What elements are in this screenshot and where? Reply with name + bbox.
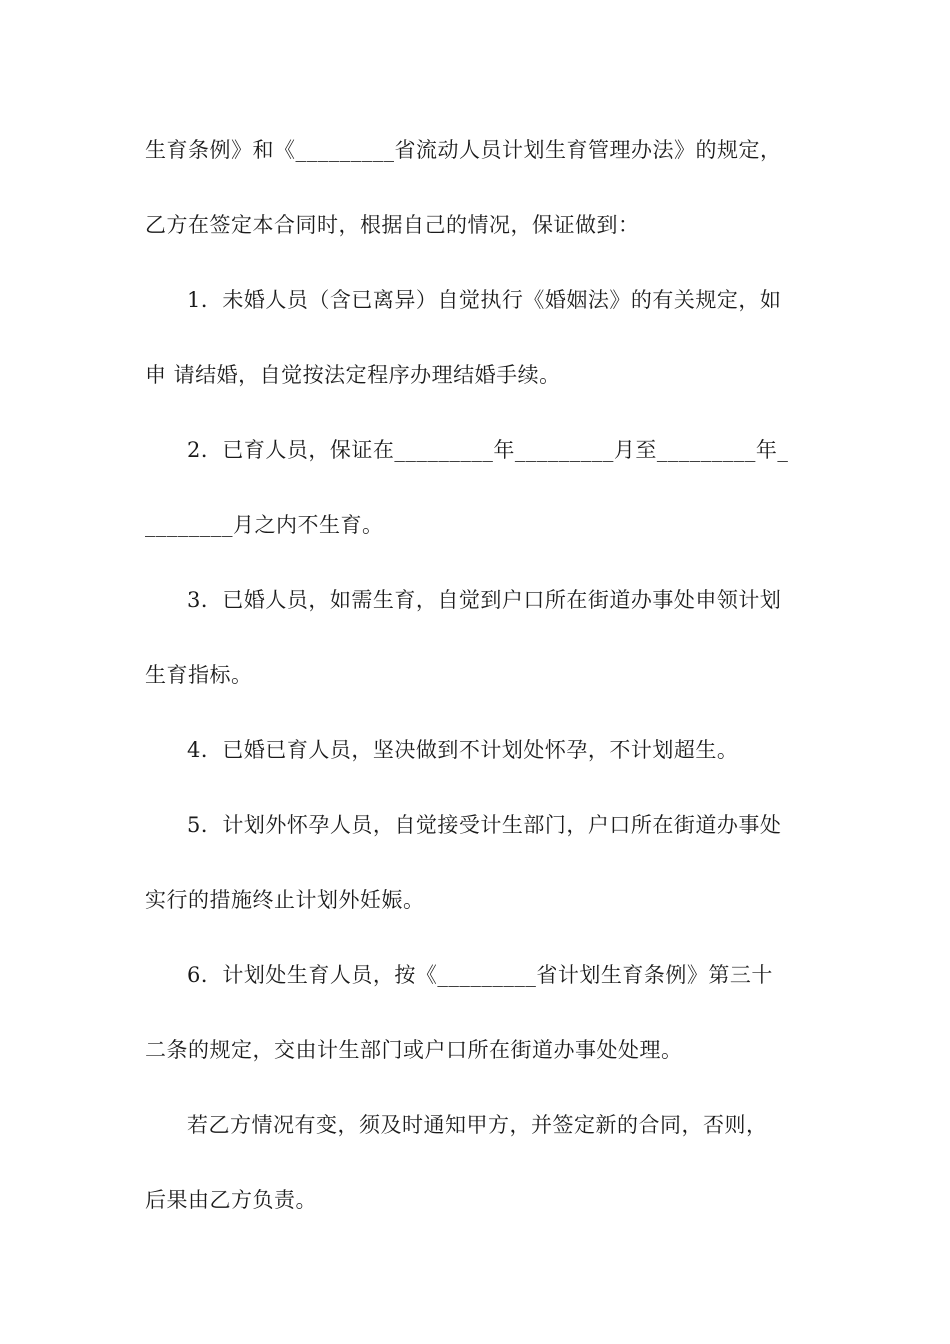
clause-2-line-2: ________月之内不生育。 [145, 513, 384, 537]
clause-2-line-1: 2．已育人员，保证在_________年_________月至_________年_ [187, 438, 789, 462]
clause-4-line-1: 4．已婚已育人员，坚决做到不计划处怀孕，不计划超生。 [187, 738, 739, 762]
closing-line-1: 若乙方情况有变，须及时通知甲方，并签定新的合同，否则， [187, 1113, 768, 1137]
clause-6-line-1: 6．计划处生育人员，按《_________省计划生育条例》第三十 [187, 963, 773, 987]
text-line-1: 生育条例》和《_________省流动人员计划生育管理办法》的规定， [145, 138, 782, 162]
clause-6-line-2: 二条的规定，交由计生部门或户口所在街道办事处处理。 [145, 1038, 683, 1062]
clause-1-line-1: 1．未婚人员（含已离异）自觉执行《婚姻法》的有关规定，如 [187, 288, 782, 312]
clause-5-line-1: 5．计划外怀孕人员，自觉接受计生部门，户口所在街道办事处 [187, 813, 782, 837]
clause-3-line-2: 生育指标。 [145, 663, 253, 687]
clause-3-line-1: 3．已婚人员，如需生育，自觉到户口所在街道办事处申领计划 [187, 588, 782, 612]
clause-1-line-2: 申 请结婚，自觉按法定程序办理结婚手续。 [145, 363, 561, 387]
text-line-2: 乙方在签定本合同时，根据自己的情况，保证做到： [145, 213, 640, 237]
clause-5-line-2: 实行的措施终止计划外妊娠。 [145, 888, 425, 912]
closing-line-2: 后果由乙方负责。 [145, 1188, 317, 1212]
